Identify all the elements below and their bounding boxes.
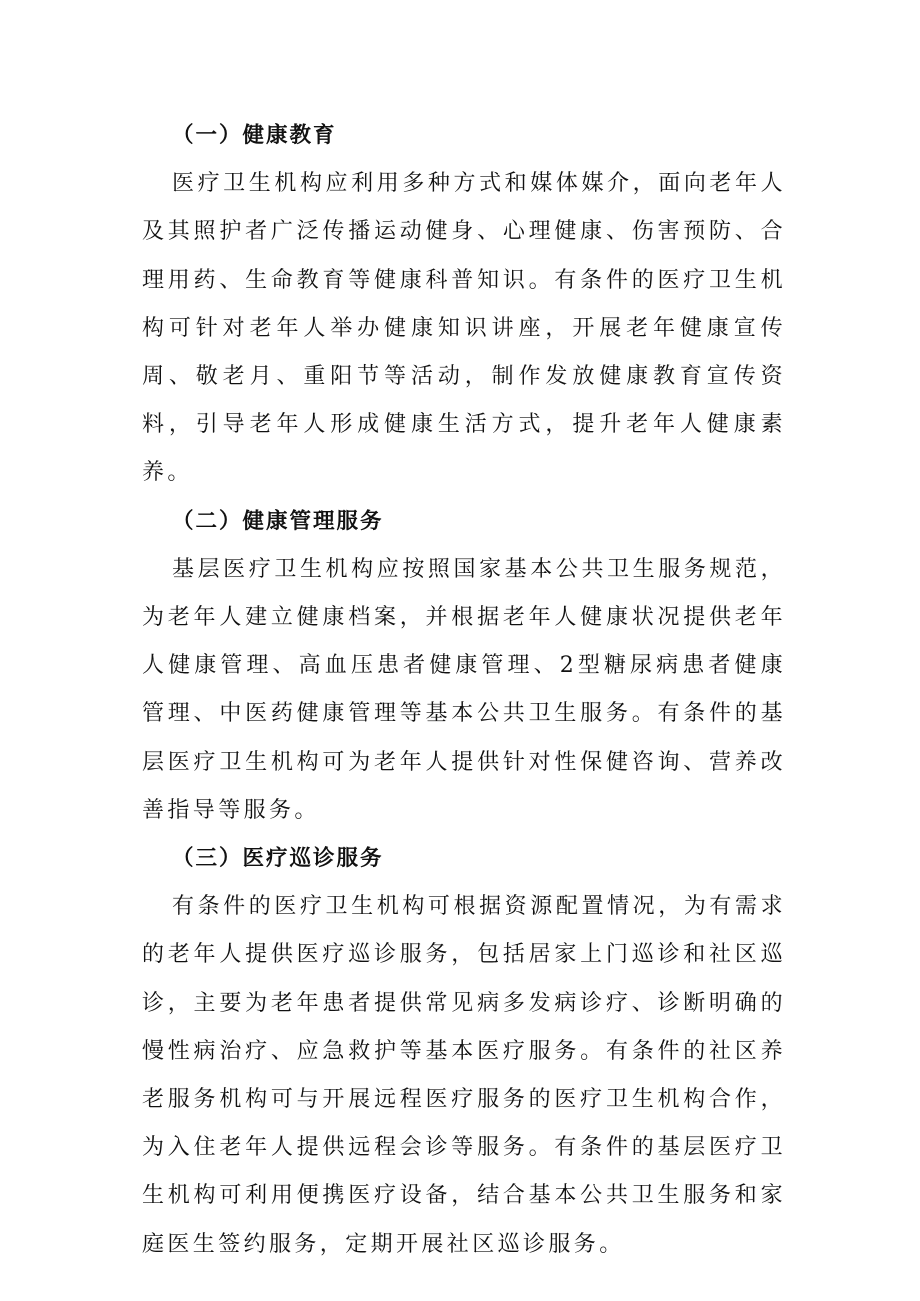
section-heading-medical-rounds: （三）医疗巡诊服务 xyxy=(172,846,384,872)
section-paragraph-medical-rounds: 有条件的医疗卫生机构可根据资源配置情况，为有需求的老年人提供医疗巡诊服务，包括居家上门巡诊和社区巡诊，主要为老年患者提供常见病多发病诊疗、诊断明确的慢性病治疗、应急救护等基本医疗服务。有条件的社区养老服务机构可与开展远程医疗服务的医疗卫生机构合作，为入住老年人提供远程会诊等服务。有条件的基层医疗卫生机构可利用便携医疗设备，结合基本公共卫生服务和家庭医生签约服务，定期开展社区巡诊服务。 xyxy=(142,894,786,1257)
section-heading-health-management: （二）健康管理服务 xyxy=(172,508,384,534)
section-heading-health-education: （一）健康教育 xyxy=(172,123,337,148)
section-paragraph-health-education: 医疗卫生机构应利用多种方式和媒体媒介，面向老年人及其照护者广泛传播运动健身、心理健康、伤害预防、合理用药、生命教育等健康科普知识。有条件的医疗卫生机构可针对老年人举办健康知识讲座，开展老年健康宣传周、敬老月、重阳节等活动，制作发放健康教育宣传资料，引导老年人形成健康生活方式，提升老年人健康素养。 xyxy=(142,171,786,486)
document-body xyxy=(142,112,786,1269)
section-paragraph-health-management: 基层医疗卫生机构应按照国家基本公共卫生服务规范，为老年人建立健康档案，并根据老年人健康状况提供老年人健康管理、高血压患者健康管理、2型糖尿病患者健康管理、中医药健康管理等基本公共卫生服务。有条件的基层医疗卫生机构可为老年人提供针对性保健咨询、营养改善指导等服务。 xyxy=(142,556,786,823)
